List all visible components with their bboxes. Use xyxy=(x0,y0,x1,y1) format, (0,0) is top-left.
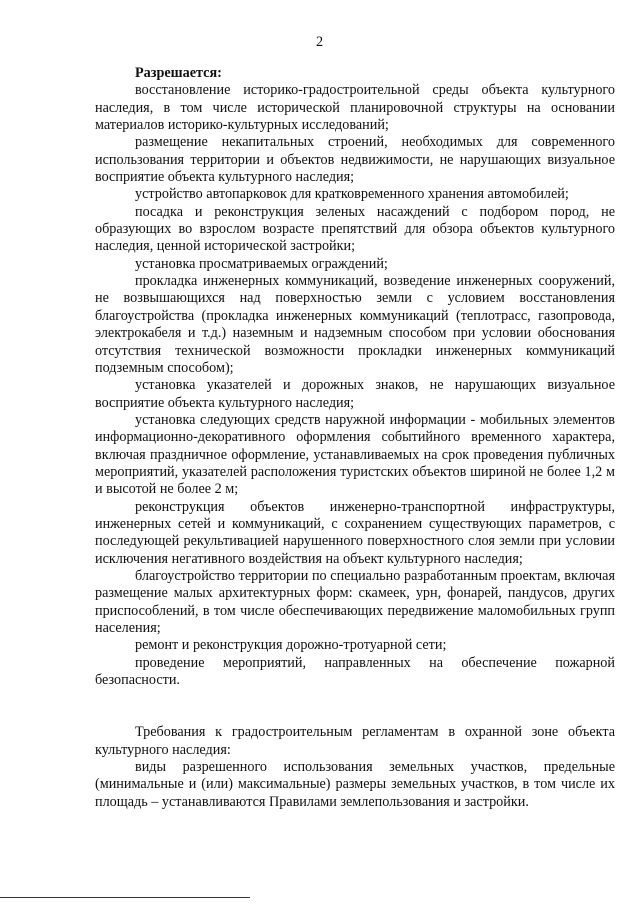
permitted-item: посадка и реконструкция зеленых насаждений с подбором пород, не образующих во взрослом возрасте препятствий для обзора объектов культурного наследия, ценной исторической застройки; xyxy=(95,203,615,255)
footer-rule xyxy=(0,897,250,898)
requirements-item: виды разрешенного использования земельных участков, предельные (минимальные и (или) максимальные) размеры земельных участков, в том числе их площадь – устанавливаются Правилами землепользования и застройки. xyxy=(95,759,615,810)
permitted-item: установка указателей и дорожных знаков, не нарушающих визуальное восприятие объекта культурного наследия; xyxy=(95,377,615,411)
section-heading-permitted: Разрешается: xyxy=(135,65,222,81)
permitted-item: проведение мероприятий, направленных на обеспечение пожарной безопасности. xyxy=(95,654,615,689)
section-spacer xyxy=(95,689,615,724)
permitted-item: ремонт и реконструкция дорожно-тротуарной сети; xyxy=(135,637,447,654)
permitted-item: реконструкция объектов инженерно-транспортной инфраструктуры, инженерных сетей и коммуникаций, с сохранением существующих параметров, с последующей рекультивацией нарушенного поверхностного слоя земли при условии исключения негативного воздействия на объект культурного наследия; xyxy=(95,498,615,567)
page-number: 2 xyxy=(315,34,324,50)
permitted-item: восстановление историко-градостроительной среды объекта культурного наследия, в том числе исторической планировочной структуры на основании материалов историко-культурных исследований; xyxy=(95,82,615,134)
permitted-item: установка просматриваемых ограждений; xyxy=(135,255,388,272)
permitted-item: благоустройство территории по специально разработанным проектам, включая размещение малых архитектурных форм: скамеек, урн, фонарей, пандусов, других приспособлений, в том числе обеспечивающих передвижение маломобильных групп населения; xyxy=(95,567,615,636)
requirements-intro: Требования к градостроительным регламентам в охранной зоне объекта культурного наследия: xyxy=(95,724,615,758)
permitted-item: прокладка инженерных коммуникаций, возведение инженерных сооружений, не возвышающихся над поверхностью земли с условием восстановления благоустройства (прокладка инженерных коммуникаций (теплотрасс, газопровода, электрокабеля и т.д.) наземным и надземным способом при условии обоснования отсутствия технической возможности прокладки инженерных коммуникаций подземным способом); xyxy=(95,273,615,376)
permitted-item: устройство автопарковок для кратковременного хранения автомобилей; xyxy=(135,186,569,203)
permitted-item: размещение некапитальных строений, необходимых для современного использования территории и объектов недвижимости, не нарушающих визуальное восприятие объекта культурного наследия; xyxy=(95,134,615,186)
permitted-item: установка следующих средств наружной информации - мобильных элементов информационно-декоративного оформления событийного временного характера, включая праздничное оформление, устанавливаемых на срок проведения публичных мероприятий, указателей расположения туристских объектов шириной не более 1,2 м и высотой не более 2 м; xyxy=(95,411,615,498)
document-body xyxy=(95,65,615,811)
